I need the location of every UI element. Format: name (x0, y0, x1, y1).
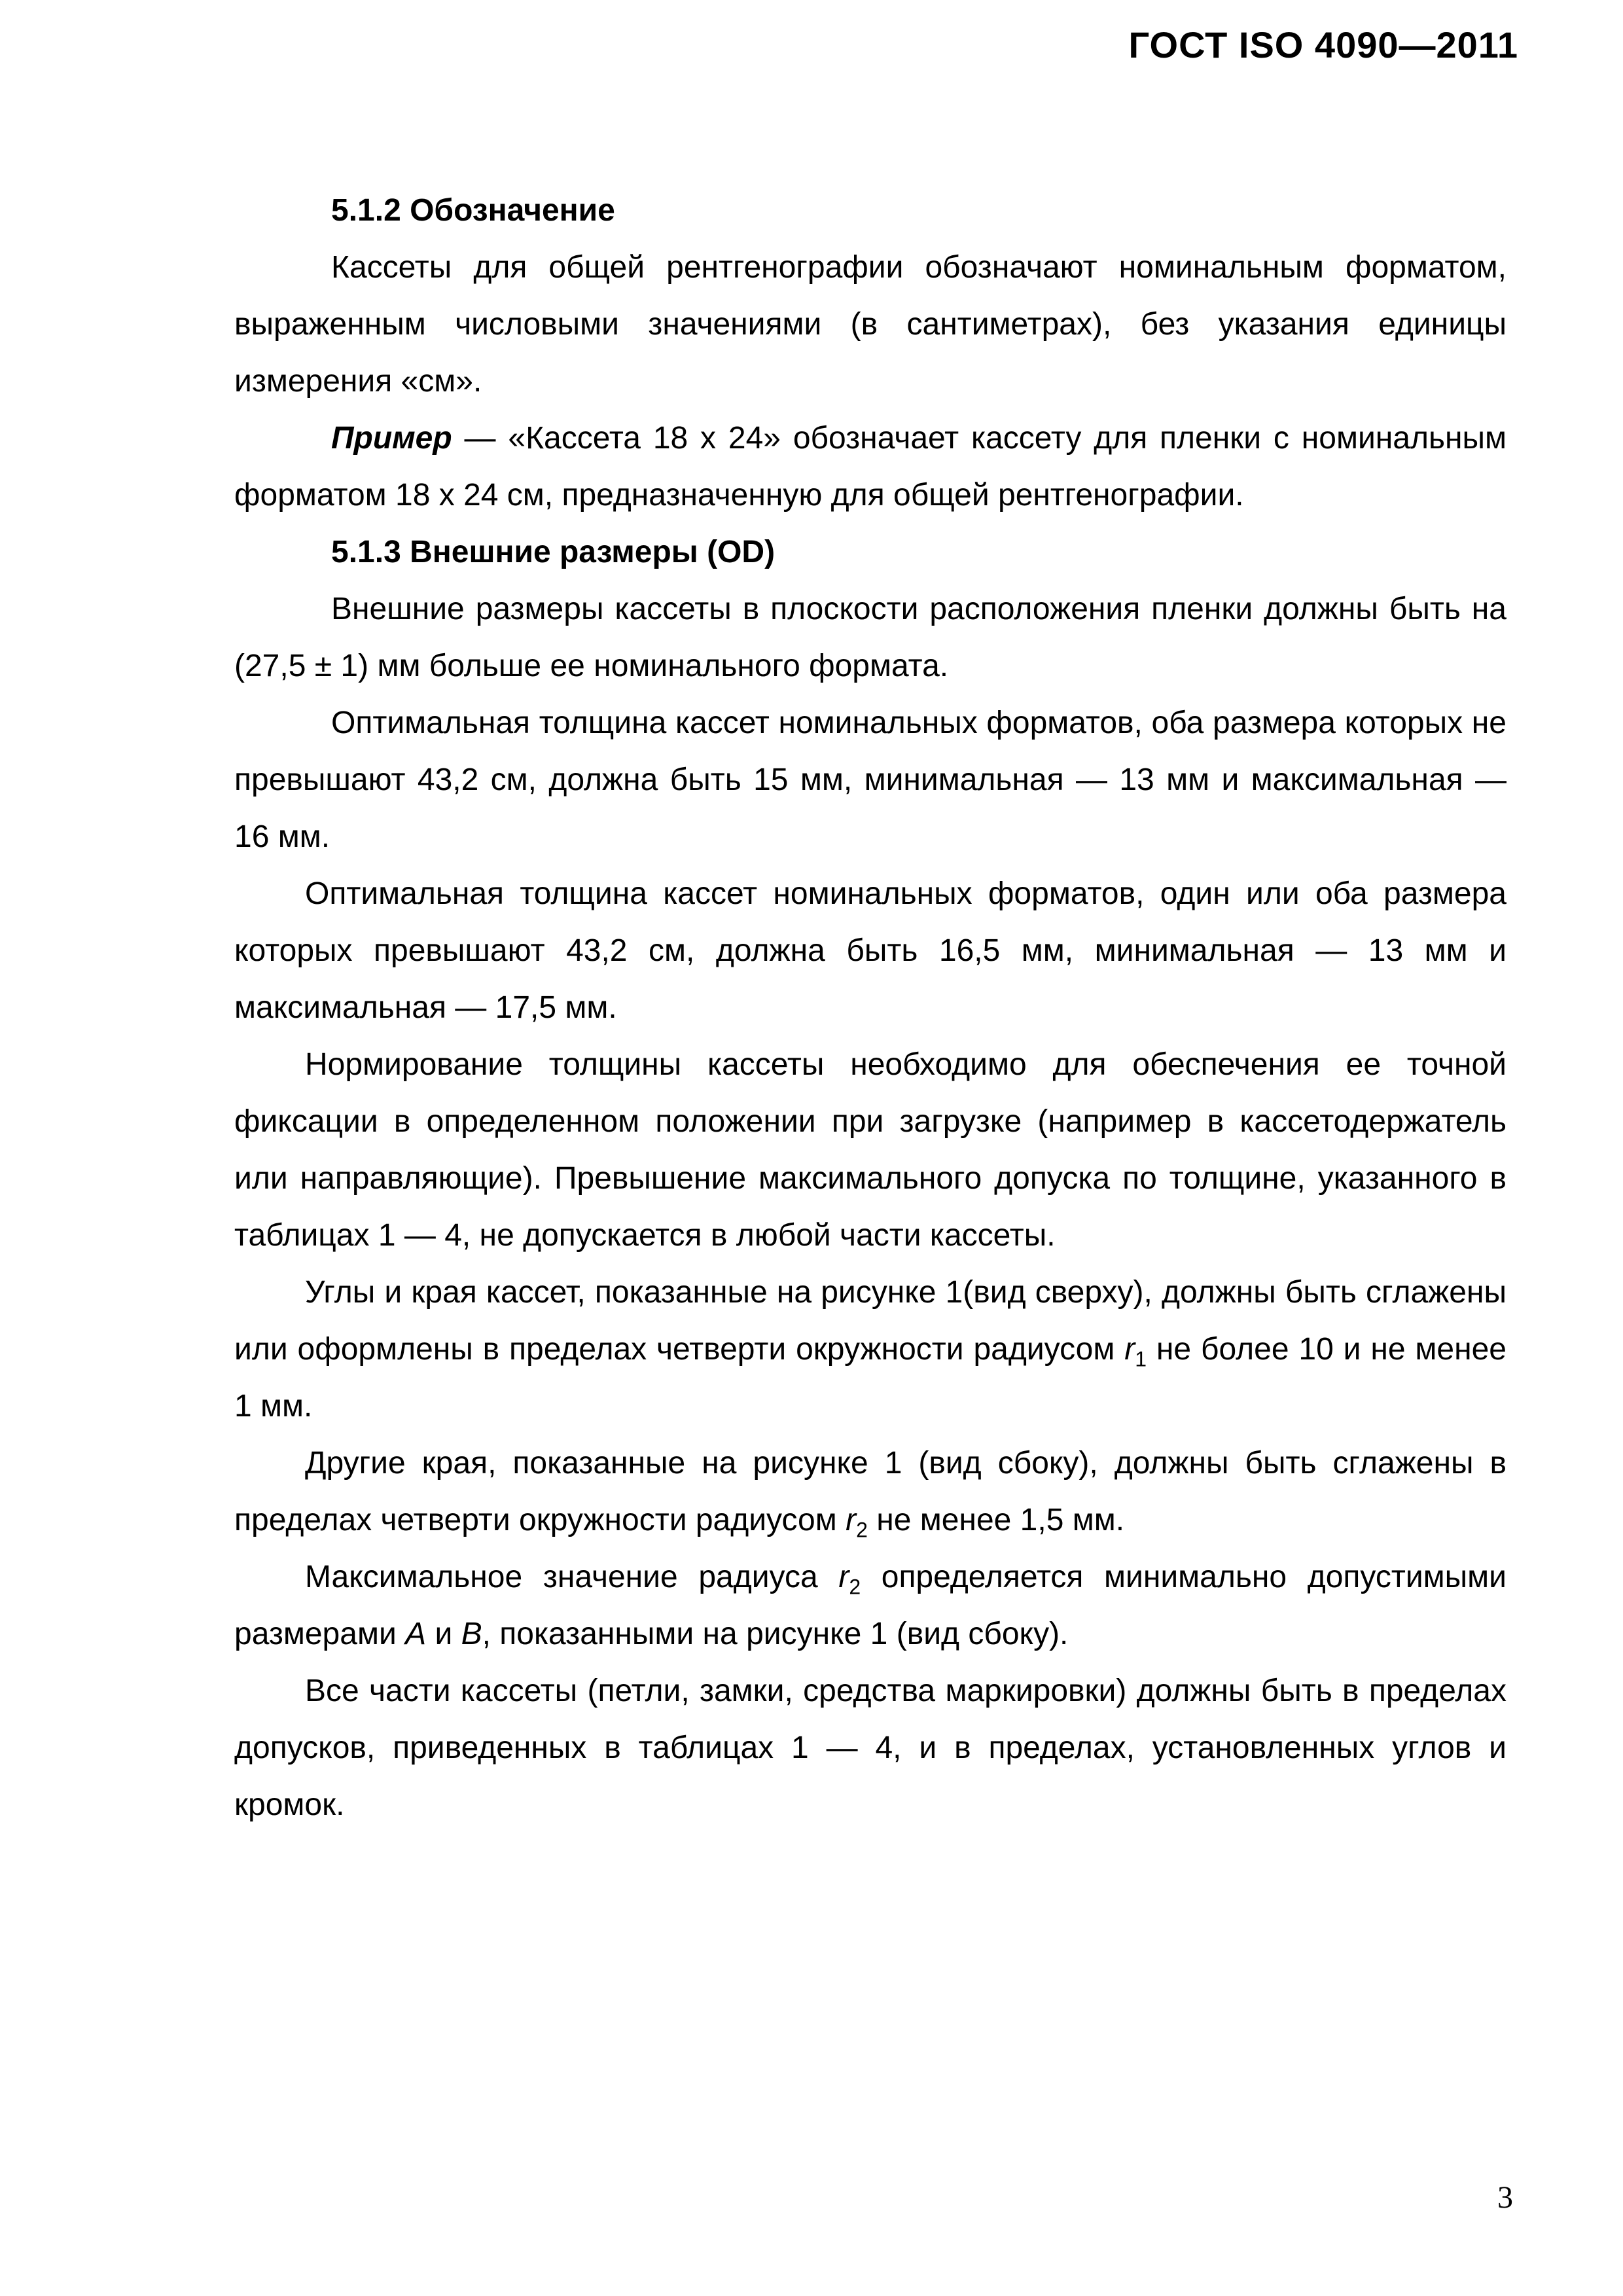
text-segment: не более 10 и не менее 1 мм. (234, 1332, 1507, 1424)
dimension-a: A (405, 1617, 427, 1651)
radius-subscript: 1 (1135, 1347, 1147, 1371)
radius-subscript: 2 (856, 1518, 868, 1542)
text-segment: Другие края, показанные на рисунке 1 (вид сбоку), должны быть сглажены в пределах четверти окружности радиусом (234, 1446, 1507, 1537)
page-number: 3 (1497, 2180, 1513, 2215)
paragraph-thickness-small: Оптимальная толщина кассет номинальных форматов, оба размера которых не превышают 43,2 см, должна быть 15 мм, минимальная — 13 мм и максимальная — 16 мм. (234, 706, 1507, 854)
paragraph-example (234, 410, 1507, 524)
radius-variable: r (1124, 1332, 1135, 1367)
text-segment: определяется минимально допустимыми размерами (234, 1560, 1507, 1651)
paragraph-corners-top-view (234, 1264, 1507, 1435)
paragraph-thickness-rationing: Нормирование толщины кассеты необходимо для обеспечения ее точной фиксации в определенном положении при загрузке (например в кассетодержатель или направляющие). Превышение максимального допуска по толщине, указанного в таблицах 1 — 4, не допускается в любой части кассеты. (234, 1047, 1507, 1253)
radius-variable: r (846, 1503, 857, 1537)
example-text: — «Кассета 18 х 24» обозначает кассету для пленки с номинальным форматом 18 х 24 см, предназначенную для общей рентгенографии. (234, 421, 1507, 512)
paragraph-outer-dimensions: Внешние размеры кассеты в плоскости расположения пленки должны быть на (27,5 ± 1) мм больше ее номинального формата. (234, 592, 1507, 683)
paragraph-edges-side-view (234, 1435, 1507, 1549)
text-segment: Максимальное значение радиуса (305, 1560, 839, 1594)
text-segment: , показанными на рисунке 1 (вид сбоку). (482, 1617, 1069, 1651)
paragraph-thickness-large: Оптимальная толщина кассет номинальных форматов, один или оба размера которых превышают 43,2 см, должна быть 16,5 мм, минимальная — 13 мм и максимальная — 17,5 мм. (234, 876, 1507, 1025)
document-designation: ГОСТ ISO 4090—2011 (1128, 24, 1518, 65)
document-body (234, 182, 1507, 1833)
radius-variable: r (838, 1560, 849, 1594)
paragraph-designation: Кассеты для общей рентгенографии обозначают номинальным форматом, выраженным числовыми значениями (в сантиметрах), без указания единицы измерения «см». (234, 250, 1507, 399)
section-heading-5-1-2: 5.1.2 Обозначение (331, 193, 615, 228)
section-heading-5-1-3: 5.1.3 Внешние размеры (OD) (331, 535, 776, 569)
paragraph-all-parts: Все части кассеты (петли, замки, средства маркировки) должны быть в пределах допусков, приведенных в таблицах 1 — 4, и в пределах, установленных углов и кромок. (234, 1674, 1507, 1822)
text-segment: не менее 1,5 мм. (867, 1503, 1125, 1537)
text-segment: и (426, 1617, 461, 1651)
example-label: Пример (331, 421, 452, 456)
radius-subscript: 2 (849, 1575, 861, 1599)
dimension-b: B (461, 1617, 482, 1651)
paragraph-max-radius (234, 1549, 1507, 1662)
text-segment: Углы и края кассет, показанные на рисунке 1(вид сверху), должны быть сглажены или оформлены в пределах четверти окружности радиусом (234, 1275, 1507, 1367)
